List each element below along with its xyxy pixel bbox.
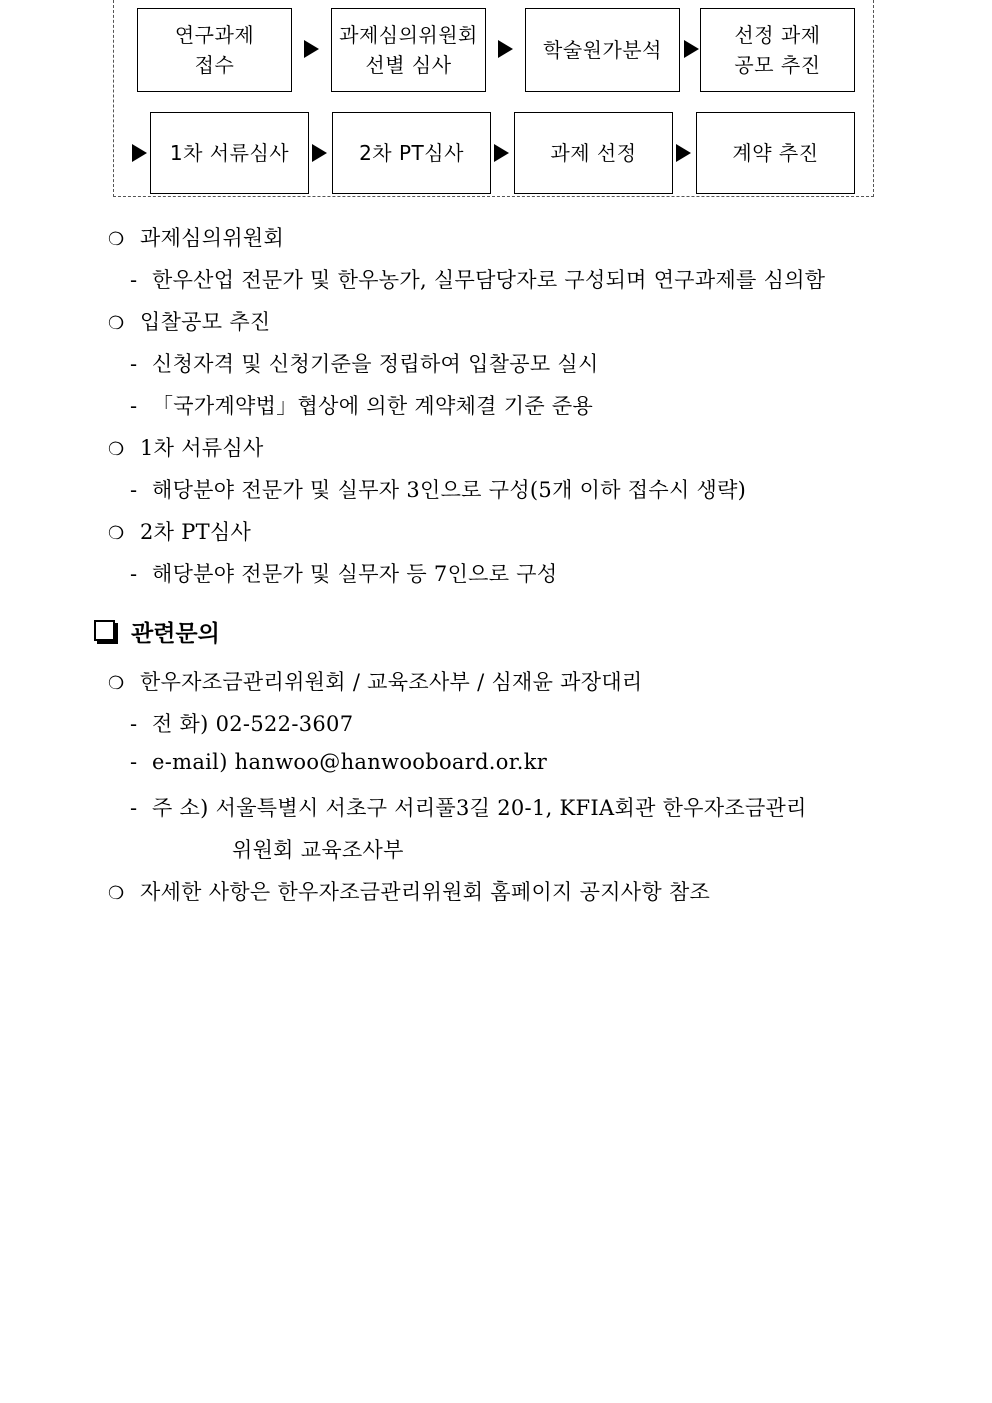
flow-step-pt-review: 2차 PT심사 bbox=[332, 112, 491, 194]
email-text: e-mail) hanwoo@hanwooboard.or.kr bbox=[152, 750, 548, 774]
bullet-contact bbox=[108, 666, 643, 696]
flow-step-cost-analysis: 학술원가분석 bbox=[525, 8, 680, 92]
arrow-icon bbox=[498, 40, 513, 58]
sub-item-phone bbox=[130, 708, 353, 738]
sub-item bbox=[130, 558, 557, 588]
dash-icon: - bbox=[130, 712, 138, 736]
circle-bullet-icon: ❍ bbox=[108, 313, 125, 334]
circle-bullet-icon: ❍ bbox=[108, 439, 125, 460]
sub-item-text: 한우산업 전문가 및 한우농가, 실무담당자로 구성되며 연구과제를 심의함 bbox=[152, 268, 826, 292]
sub-item-text: 해당분야 전문가 및 실무자 3인으로 구성(5개 이하 접수시 생략) bbox=[152, 478, 747, 502]
circle-bullet-icon: ❍ bbox=[108, 673, 125, 694]
arrow-icon bbox=[676, 144, 691, 162]
flow-step-receipt: 연구과제 접수 bbox=[137, 8, 292, 92]
bullet-title: 입찰공모 추진 bbox=[140, 310, 271, 334]
process-flowchart bbox=[113, 0, 874, 197]
section-heading-text: 관련문의 bbox=[131, 621, 220, 647]
circle-bullet-icon: ❍ bbox=[108, 229, 125, 250]
arrow-icon bbox=[132, 144, 147, 162]
address-text: 주 소) 서울특별시 서초구 서리풀3길 20-1, KFIA회관 한우자조금관리 bbox=[152, 796, 807, 820]
arrow-icon bbox=[684, 40, 699, 58]
bullet-title: 과제심의위원회 bbox=[140, 226, 285, 250]
sub-item bbox=[130, 264, 825, 294]
arrow-icon bbox=[312, 144, 327, 162]
bullet-committee bbox=[108, 222, 284, 252]
address-continuation: 위원회 교육조사부 bbox=[232, 838, 404, 862]
sub-item-email bbox=[130, 750, 547, 774]
sub-item-text: 「국가계약법」협상에 의한 계약체결 기준 준용 bbox=[152, 394, 594, 418]
flow-step-document-review: 1차 서류심사 bbox=[150, 112, 309, 194]
flow-step-public-notice: 선정 과제 공모 추진 bbox=[700, 8, 855, 92]
checkbox-square-icon bbox=[94, 620, 115, 641]
sub-item-text: 해당분야 전문가 및 실무자 등 7인으로 구성 bbox=[152, 562, 558, 586]
sub-item bbox=[130, 390, 593, 420]
arrow-icon bbox=[304, 40, 319, 58]
sub-item-text: 신청자격 및 신청기준을 정립하여 입찰공모 실시 bbox=[152, 352, 599, 376]
bullet-title: 1차 서류심사 bbox=[140, 436, 264, 460]
dash-icon: - bbox=[130, 750, 138, 774]
dash-icon: - bbox=[130, 352, 138, 376]
bullet-title: 2차 PT심사 bbox=[140, 520, 252, 544]
dash-icon: - bbox=[130, 562, 138, 586]
dash-icon: - bbox=[130, 478, 138, 502]
flow-step-contract: 계약 추진 bbox=[696, 112, 855, 194]
section-heading-inquiry bbox=[94, 615, 220, 648]
sub-item bbox=[130, 474, 746, 504]
flow-step-committee-review: 과제심의위원회 선별 심사 bbox=[331, 8, 486, 92]
bullet-homepage-note bbox=[108, 876, 710, 906]
arrow-icon bbox=[494, 144, 509, 162]
sub-item bbox=[130, 348, 599, 378]
dash-icon: - bbox=[130, 394, 138, 418]
phone-text: 전 화) 02-522-3607 bbox=[152, 712, 354, 736]
sub-item-address bbox=[130, 792, 807, 822]
note-text: 자세한 사항은 한우자조금관리위원회 홈페이지 공지사항 참조 bbox=[140, 880, 711, 904]
bullet-first-review bbox=[108, 432, 264, 462]
bullet-second-review bbox=[108, 516, 251, 546]
contact-text: 한우자조금관리위원회 / 교육조사부 / 심재윤 과장대리 bbox=[140, 670, 643, 694]
circle-bullet-icon: ❍ bbox=[108, 523, 125, 544]
dash-icon: - bbox=[130, 796, 138, 820]
circle-bullet-icon: ❍ bbox=[108, 883, 125, 904]
dash-icon: - bbox=[130, 268, 138, 292]
flow-step-selection: 과제 선정 bbox=[514, 112, 673, 194]
bullet-bidding bbox=[108, 306, 271, 336]
